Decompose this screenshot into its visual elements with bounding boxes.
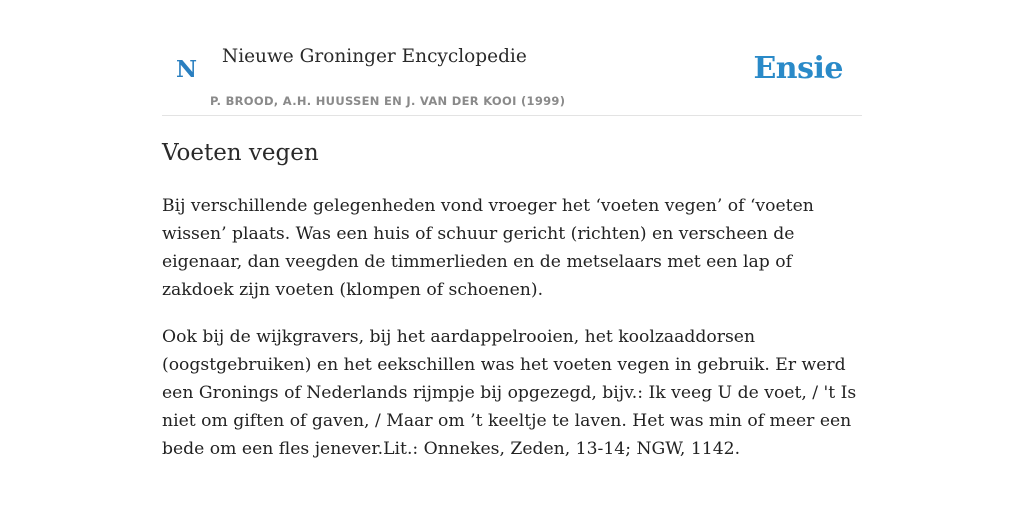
encyclopedia-logo[interactable]: N <box>176 56 198 83</box>
article-paragraph-2: Ook bij de wijkgravers, bij het aardappelrooien, het koolzaaddorsen (oogstgebruiken) en het eekschillen was het voeten vegen in gebruik. Er werd een Gronings of Nederlands rijmpje bij opgezegd, bijv.: Ik veeg U de voet, / 't Is niet om giften of gaven, / Maar om ’t keeltje te laven. Het was min of meer een bede om een fles jenever.Lit.: Onnekes, Zeden, 13-14; NGW, 1142. <box>162 327 857 459</box>
book-title[interactable]: Nieuwe Groninger Encyclopedie <box>222 46 527 67</box>
book-authors: P. BROOD, A.H. HUUSSEN EN J. VAN DER KOOI (1999) <box>210 94 566 108</box>
book-header <box>162 0 862 116</box>
article-title: Voeten vegen <box>162 140 319 166</box>
ensie-logo[interactable]: Ensie <box>753 51 843 86</box>
page <box>162 0 862 459</box>
article-paragraph-1: Bij verschillende gelegenheden vond vroeger het ‘voeten vegen’ of ‘voeten wissen’ plaats. Was een huis of schuur gericht (richten) en verscheen de eigenaar, dan veegden de timmerlieden en de metselaars met een lap of zakdoek zijn voeten (klompen of schoenen). <box>162 196 814 300</box>
